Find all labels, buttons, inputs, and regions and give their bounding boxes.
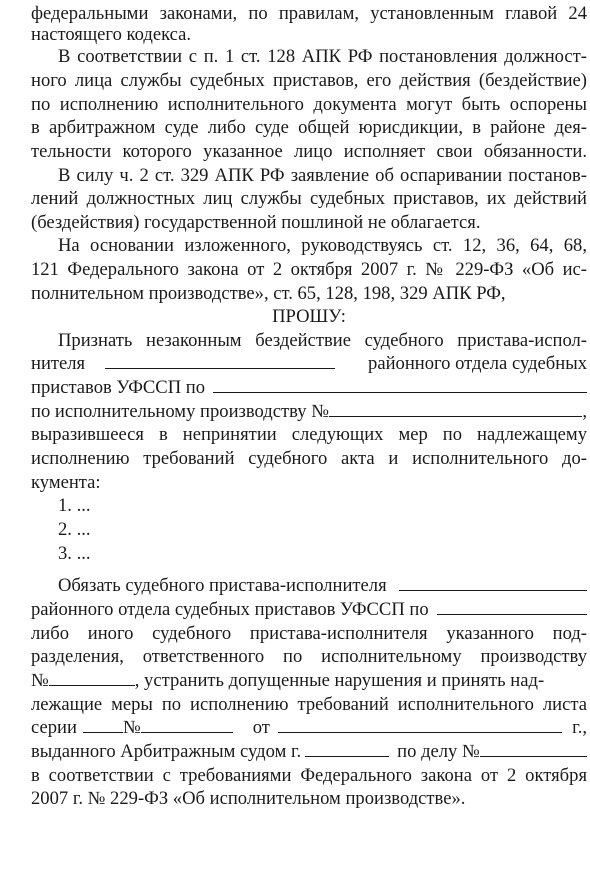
- text-line: На основании изложенного, руководствуясь ст. 12, 36, 64, 68,: [58, 235, 587, 256]
- blank-field[interactable]: [141, 715, 233, 733]
- text-fragment: серии: [31, 717, 77, 738]
- text-fragment: ,: [582, 401, 587, 422]
- text-line: лежащие меры по исполнению требований исполнительного листа: [31, 694, 587, 715]
- text-line: либо иного судебного пристава-исполнителя указанного под-: [31, 623, 587, 644]
- text-fragment: районного отдела судебных приставов УФССП по: [31, 599, 429, 620]
- text-line: исполнению требований судебного акта и исполнительного до-: [31, 448, 587, 469]
- blank-field[interactable]: [437, 597, 587, 615]
- blank-field[interactable]: [105, 351, 335, 369]
- blank-field[interactable]: [329, 399, 582, 417]
- text-line: выразившееся в непринятии следующих мер по надлежащему: [31, 424, 587, 445]
- text-line: лений должностных лиц службы судебных приставов, их действий: [31, 188, 587, 209]
- text-line: В соответствии с п. 1 ст. 128 АПК РФ постановления должност-: [58, 46, 587, 67]
- text-line: Признать незаконным бездействие судебного пристава-испол-: [58, 330, 587, 351]
- text-fragment: Обязать судебного пристава-исполнителя: [58, 575, 387, 596]
- blank-field[interactable]: [399, 573, 587, 591]
- text-line: 2007 г. № 229-ФЗ «Об исполнительном производстве».: [31, 788, 466, 809]
- list-item: 1. ...: [58, 495, 91, 516]
- text-line: 121 Федерального закона от 2 октября 2007 г. № 229-ФЗ «Об ис-: [31, 259, 587, 280]
- text-fragment: г.,: [572, 717, 587, 738]
- text-fragment: №: [122, 717, 141, 738]
- text-line: тельности которого указанное лицо исполняет свои обязанности.: [31, 141, 587, 162]
- text-line: федеральными законами, по правилам, установленным главой 24: [31, 3, 587, 24]
- text-fragment: , устранить допущенные нарушения и принять над-: [134, 670, 545, 691]
- text-fragment: районного отдела судебных: [368, 353, 587, 374]
- text-line: настоящего кодекса.: [31, 24, 192, 45]
- blank-field[interactable]: [49, 668, 135, 686]
- list-item: 2. ...: [58, 519, 91, 540]
- text-line: полнительном производстве», ст. 65, 128, 198, 329 АПК РФ,: [31, 283, 506, 304]
- text-line: В силу ч. 2 ст. 329 АПК РФ заявление об оспаривании постанов-: [58, 165, 587, 186]
- text-line: в соответствии с требованиями Федерального закона от 2 октября: [31, 765, 587, 786]
- text-line: ного лица службы судебных приставов, его действия (бездействие): [31, 70, 587, 91]
- list-item: 3. ...: [58, 543, 91, 564]
- text-line: (бездействия) государственной пошлиной не облагается.: [31, 212, 481, 233]
- text-fragment: нителя: [31, 353, 86, 374]
- blank-field[interactable]: [213, 375, 587, 393]
- blank-field[interactable]: [305, 739, 389, 757]
- text-fragment: №: [31, 670, 49, 691]
- text-fragment: выданного Арбитражным судом г.: [31, 741, 302, 762]
- text-line: разделения, ответственного по исполнительному производству: [31, 646, 587, 667]
- text-fragment: от: [252, 717, 270, 738]
- blank-field[interactable]: [480, 739, 587, 757]
- text-line: по исполнению исполнительного документа могут быть оспорены: [31, 94, 587, 115]
- text-fragment: по исполнительному производству №: [31, 401, 329, 422]
- text-line: кумента:: [31, 472, 101, 493]
- text-line: в арбитражном суде либо суде общей юрисдикции, в районе дея-: [31, 117, 587, 138]
- heading-request: ПРОШУ:: [272, 306, 346, 327]
- blank-field[interactable]: [83, 715, 123, 733]
- text-fragment: приставов УФССП по: [31, 377, 206, 398]
- text-fragment: по делу №: [397, 741, 480, 762]
- blank-field[interactable]: [278, 715, 562, 733]
